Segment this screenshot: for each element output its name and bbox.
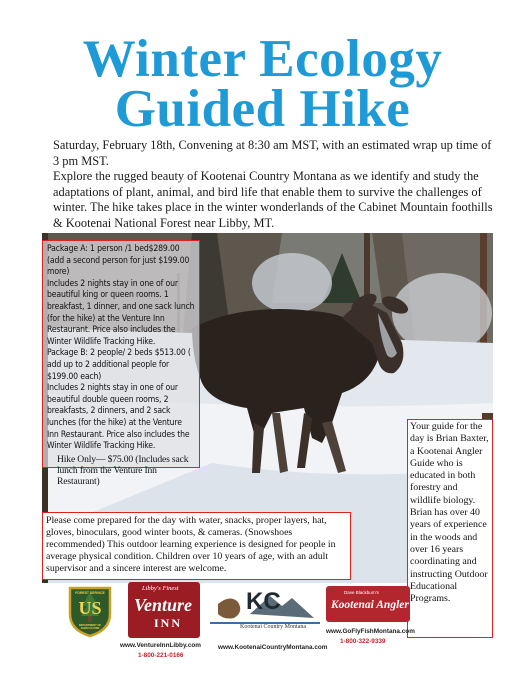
venture-inn-logo — [128, 582, 200, 638]
description-text: Explore the rugged beauty of Kootenai Country Montana as we identify and study the adaptations of plant, animal, and bird life that enable them to survive the challenges of winter. The hike takes place in the winter wonderlands of the Cabinet Mountain foothills & Kootenai National Forest near Libby, MT. — [53, 169, 493, 230]
hike-only-price: Hike Only— $75.00 (Includes sack lunch from the Venture Inn Restaurant) — [57, 453, 189, 487]
venture-inn-tag: Libby's Finest — [142, 585, 179, 592]
forest-service-shield-icon — [68, 586, 112, 638]
kootenai-country-name: Kootenai Country Montana — [240, 624, 306, 630]
sponsor-logos — [68, 582, 415, 672]
forest-service-letters: US — [78, 598, 102, 618]
packages-box — [42, 240, 200, 487]
kootenai-angler-url[interactable]: www.GoFlyFishMontana.com — [326, 628, 415, 635]
title-line-1: Winter Ecology — [82, 30, 443, 88]
intro-text — [53, 138, 493, 232]
kootenai-angler-logo — [326, 586, 410, 622]
kootenai-country-url[interactable]: www.KootenaiCountryMontana.com — [218, 644, 328, 651]
package-a-details: Includes 2 nights stay in one of our beautiful king or queen rooms. 1 breakfast, 1 dinner, and one sack lunch (for the hike) at the Venture Inn Restaurant. Price also includes the Winter Wildlife Tracking Hike. — [47, 278, 195, 347]
kootenai-angler-tag: Dave Blackburn's — [344, 590, 379, 595]
preparation-box: Please come prepared for the day with water, snacks, proper layers, hat, gloves, binoculars, good winter boots, & cameras. (Snowshoes recommended) This outdoor learning experience is designed for people in average physical condition. Children over 10 years of age, with an adult supervisor and a sincere interest are welcome. — [42, 512, 351, 580]
package-a-price: Package A: 1 person /1 bed$289.00 (add a second person for just $199.00 more) — [47, 244, 190, 278]
kootenai-angler-phone: 1-800-322-9339 — [340, 638, 386, 645]
guide-box: Your guide for the day is Brian Baxter, a Kootenai Angler Guide who is educated in both forestry and wildlife biology. Brian has over 40 years of experience in the woods and over 16 years coordinating and instructing Outdoor Educational Programs. — [407, 419, 493, 638]
forest-service-bottom-text: DEPARTMENT OF AGRICULTURE — [78, 624, 102, 630]
kootenai-country-mark: KC — [246, 588, 281, 615]
kootenai-country-logo — [210, 584, 320, 638]
venture-inn-name-2: INN — [154, 616, 183, 630]
venture-inn-phone: 1-800-221-0166 — [138, 652, 184, 659]
venture-inn-name-1: Venture — [134, 595, 193, 615]
package-b-price: Package B: 2 people/ 2 beds $513.00 ( add up to 2 additional people for $199.00 each) — [47, 348, 191, 382]
title-line-2: Guided Hike — [114, 80, 411, 138]
package-b-details: Includes 2 nights stay in one of our beautiful double queen rooms, 2 breakfasts, 2 dinners, and 2 sack lunches (for the hike) at the Venture Inn Restaurant. Price also includes the Winter Wildlife Tracking Hike. — [47, 383, 190, 452]
kootenai-angler-name: Kootenai Angler — [331, 599, 409, 611]
venture-inn-url[interactable]: www.VentureInnLibby.com — [120, 642, 201, 649]
schedule-text: Saturday, February 18th, Convening at 8:30 am MST, with an estimated wrap up time of 3 pm MST. — [53, 138, 492, 168]
forest-service-top-text: FOREST SERVICE — [75, 591, 105, 595]
